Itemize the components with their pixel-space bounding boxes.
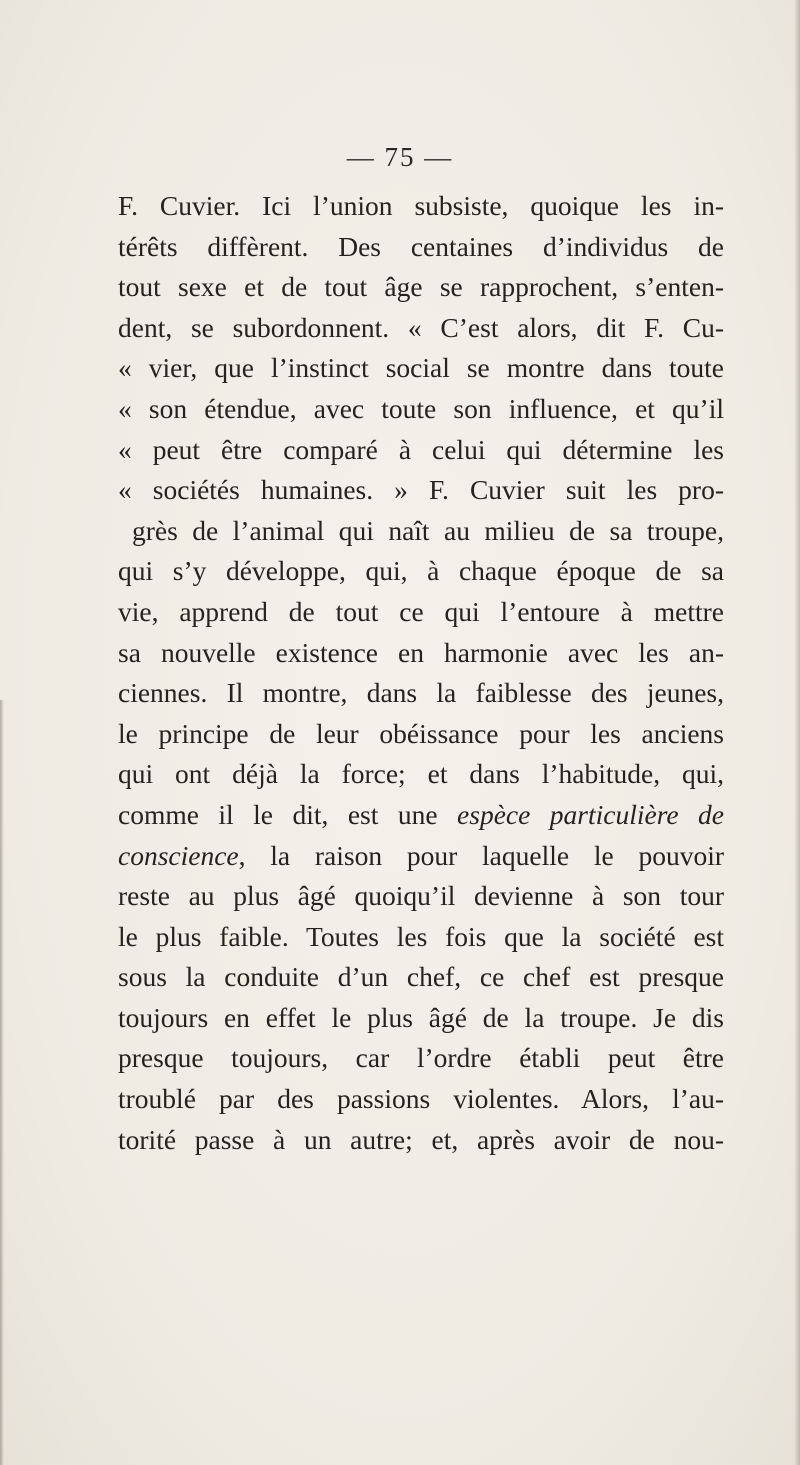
text-segment: comme il le dit, est une — [118, 798, 458, 830]
text-line: troublé par des passions violentes. Alors, l’au- — [118, 1083, 724, 1115]
body-text — [118, 186, 724, 1160]
page-number: — 75 — — [346, 142, 454, 172]
text-line: torité passe à un autre; et, après avoir de nou- — [118, 1123, 724, 1155]
text-line: dent, se subordonnent. « C’est alors, dit F. Cu- — [118, 311, 724, 343]
text-line: ciennes. Il montre, dans la faiblesse des jeunes, — [118, 677, 724, 709]
text-line: sous la conduite d’un chef, ce chef est presque — [118, 961, 724, 993]
text-line: « peut être comparé à celui qui détermine les — [118, 433, 724, 465]
binding-shadow — [0, 700, 4, 1465]
text-line — [118, 836, 724, 877]
text-line: reste au plus âgé quoiqu’il devienne à son tour — [118, 880, 724, 912]
italic-phrase: conscience — [118, 839, 239, 871]
text-line: térêts diffèrent. Des centaines d’individus de — [118, 230, 724, 262]
italic-phrase: espèce particulière de — [457, 798, 725, 830]
text-line: « vier, que l’instinct social se montre dans toute — [118, 352, 724, 384]
text-line: presque toujours, car l’ordre établi peut être — [118, 1042, 724, 1074]
text-segment: , la raison pour laquelle le pouvoir — [238, 839, 724, 871]
text-line: grès de l’animal qui naît au milieu de sa troupe, — [132, 514, 724, 546]
text-line: F. Cuvier. Ici l’union subsiste, quoique les in- — [118, 190, 724, 221]
text-line: qui ont déjà la force; et dans l’habitude, qui, — [118, 758, 724, 790]
text-line: le principe de leur obéissance pour les anciens — [118, 717, 724, 749]
text-line: tout sexe et de tout âge se rapprochent, s’enten- — [118, 271, 724, 303]
text-line: qui s’y développe, qui, à chaque époque de sa — [118, 555, 724, 587]
page-edge-shadow — [794, 0, 800, 1465]
text-line: « sociétés humaines. » F. Cuvier suit les pro- — [118, 474, 724, 506]
text-line — [118, 795, 724, 836]
text-line: vie, apprend de tout ce qui l’entoure à mettre — [118, 595, 724, 627]
text-line: le plus faible. Toutes les fois que la société est — [118, 920, 724, 952]
text-line: sa nouvelle existence en harmonie avec les an- — [118, 636, 724, 668]
text-line: toujours en effet le plus âgé de la troupe. Je dis — [118, 1001, 724, 1033]
text-line: « son étendue, avec toute son influence, et qu’il — [118, 392, 724, 424]
